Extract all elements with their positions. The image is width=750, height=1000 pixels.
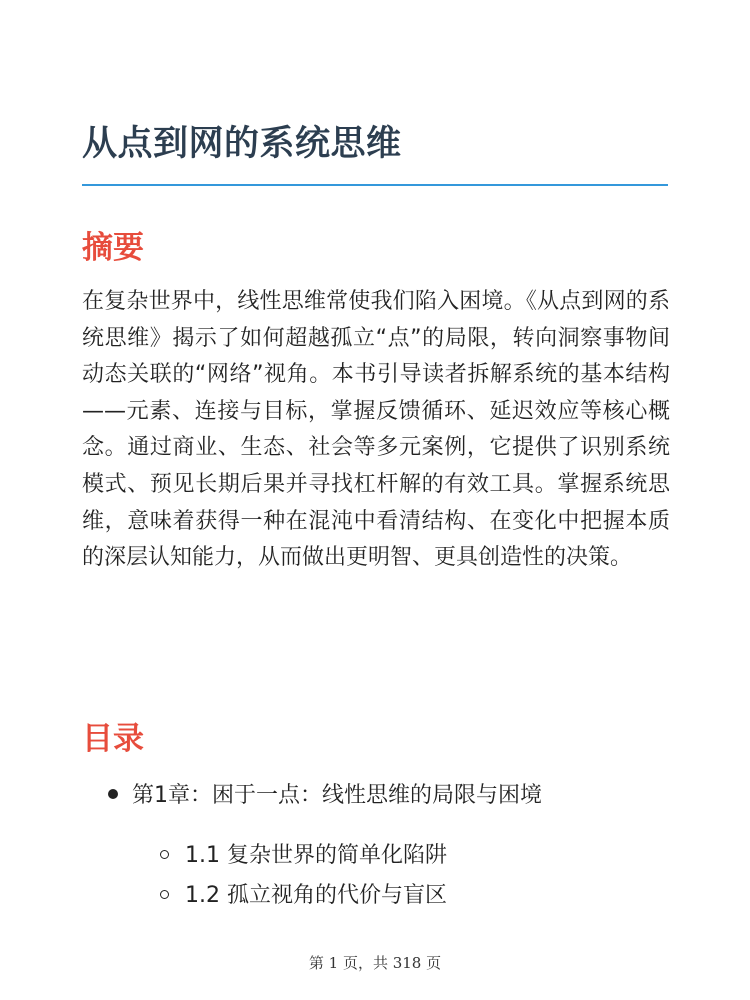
- bullet-circle-icon: [160, 890, 169, 899]
- toc-heading: 目录: [82, 721, 144, 757]
- toc-chapter-1-label: 第1章：困于一点：线性思维的局限与困境: [132, 783, 542, 808]
- toc-section-1-2[interactable]: [160, 876, 447, 916]
- title-divider: [82, 184, 668, 186]
- document-title: 从点到网的系统思维: [82, 124, 402, 164]
- page-number: 第 1 页，共 318 页: [308, 954, 442, 972]
- toc-chapter-1[interactable]: [108, 776, 542, 816]
- bullet-disc-icon: [108, 789, 118, 799]
- abstract-text: 在复杂世界中，线性思维常使我们陷入困境。《从点到网的系统思维》揭示了如何超越孤立“点”的局限，转向洞察事物间动态关联的“网络”视角。本书引导读者拆解系统的基本结构——元素、连接与目标，掌握反馈循环、延迟效应等核心概念。通过商业、生态、社会等多元案例，它提供了识别系统模式、预见长期后果并寻找杠杆解的有效工具。掌握系统思维，意味着获得一种在混沌中看清结构、在变化中把握本质的深层认知能力，从而做出更明智、更具创造性的决策。: [82, 289, 670, 571]
- abstract-heading: 摘要: [82, 230, 144, 266]
- toc-section-1-1-label: 1.1 复杂世界的简单化陷阱: [185, 843, 447, 868]
- toc-section-1-2-label: 1.2 孤立视角的代价与盲区: [185, 883, 447, 908]
- bullet-circle-icon: [160, 850, 169, 859]
- toc-section-1-1[interactable]: [160, 836, 447, 876]
